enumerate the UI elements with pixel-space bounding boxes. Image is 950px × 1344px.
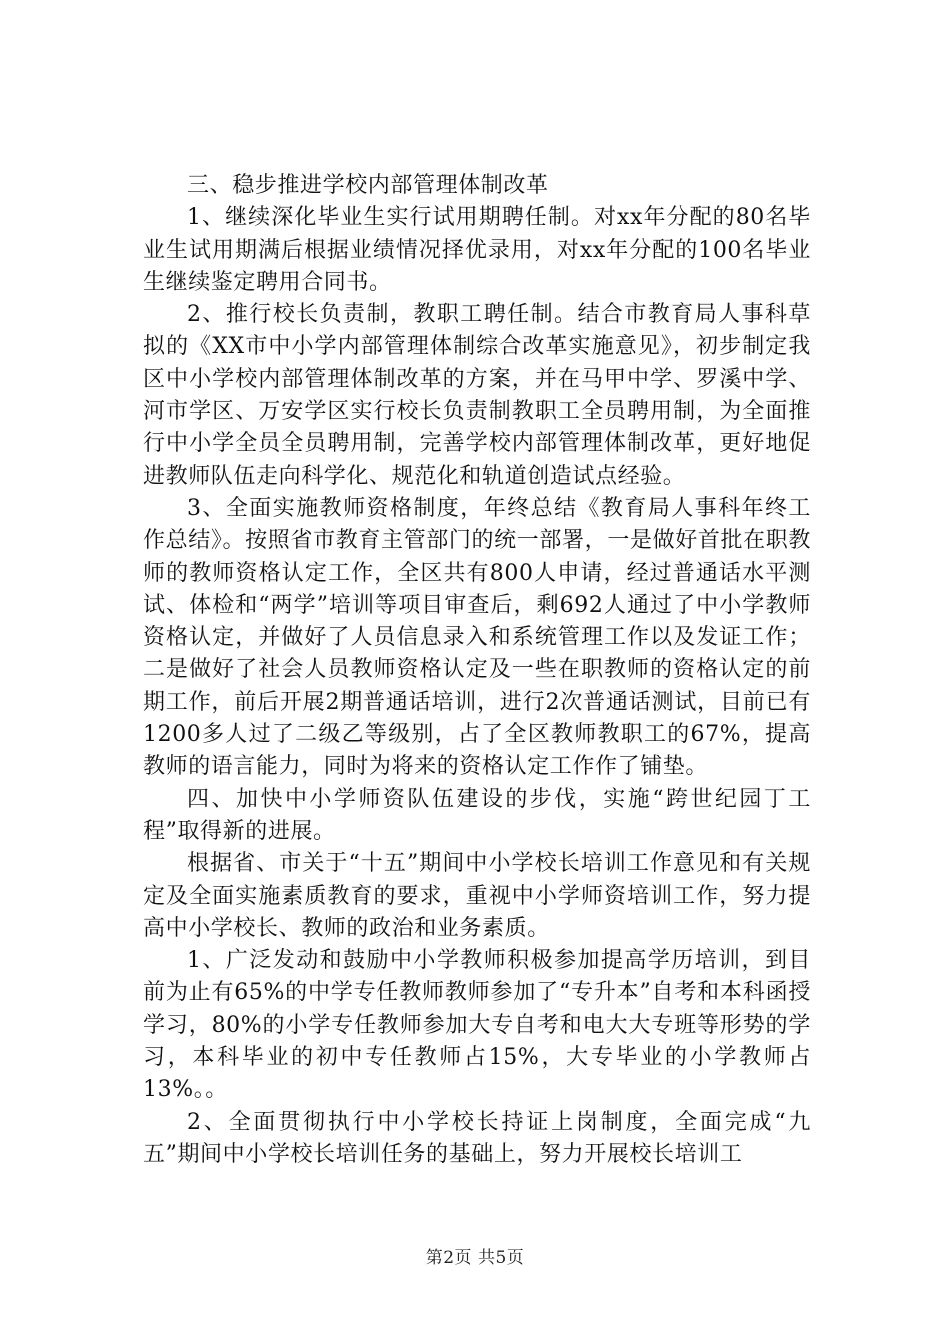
document-body — [143, 170, 811, 1171]
paragraph: 1、继续深化毕业生实行试用期聘任制。对xx年分配的80名毕业生试用期满后根据业绩情况择优录用，对xx年分配的100名毕业生继续鉴定聘用合同书。 — [143, 205, 811, 295]
section-heading-3: 三、稳步推进学校内部管理体制改革 — [187, 173, 549, 198]
paragraph: 根据省、市关于“十五”期间中小学校长培训工作意见和有关规定及全面实施素质教育的要求，重视中小学师资培训工作，努力提高中小学校长、教师的政治和业务素质。 — [143, 851, 811, 941]
paragraph: 3、全面实施教师资格制度，年终总结《教育局人事科年终工作总结》。按照省市教育主管部门的统一部署，一是做好首批在职教师的教师资格认定工作，全区共有800人申请，经过普通话水平测试、体检和“两学”培训等项目审查后，剩692人通过了中小学教师资格认定，并做好了人员信息录入和系统管理工作以及发证工作；二是做好了社会人员教师资格认定及一些在职教师的资格认定的前期工作，前后开展2期普通话培训，进行2次普通话测试，目前已有1200多人过了二级乙等级别，占了全区教师教职工的67%，提高教师的语言能力，同时为将来的资格认定工作作了铺垫。 — [143, 495, 811, 780]
paragraph: 2、全面贯彻执行中小学校长持证上岗制度，全面完成“九五”期间中小学校长培训任务的基础上，努力开展校长培训工 — [143, 1109, 811, 1167]
page-number-label: 第2页 共5页 — [425, 1248, 525, 1268]
paragraph: 2、推行校长负责制，教职工聘任制。结合市教育局人事科草拟的《XX市中小学内部管理体制综合改革实施意见》，初步制定我区中小学校内部管理体制改革的方案，并在马甲中学、罗溪中学、河市学区、万安学区实行校长负责制教职工全员聘用制，为全面推行中小学全员全员聘用制，完善学校内部管理体制改革，更好地促进教师队伍走向科学化、规范化和轨道创造试点经验。 — [143, 302, 811, 489]
paragraph: 1、广泛发动和鼓励中小学教师积极参加提高学历培训，到目前为止有65%的中学专任教师教师参加了“专升本”自考和本科函授学习，80%的小学专任教师参加大专自考和电大大专班等形势的学习，本科毕业的初中专任教师占15%，大专毕业的小学教师占13%。。 — [143, 948, 811, 1103]
page-footer — [0, 1243, 950, 1268]
section-heading-4: 四、加快中小学师资队伍建设的步伐，实施“跨世纪园丁工程”取得新的进展。 — [143, 786, 811, 844]
